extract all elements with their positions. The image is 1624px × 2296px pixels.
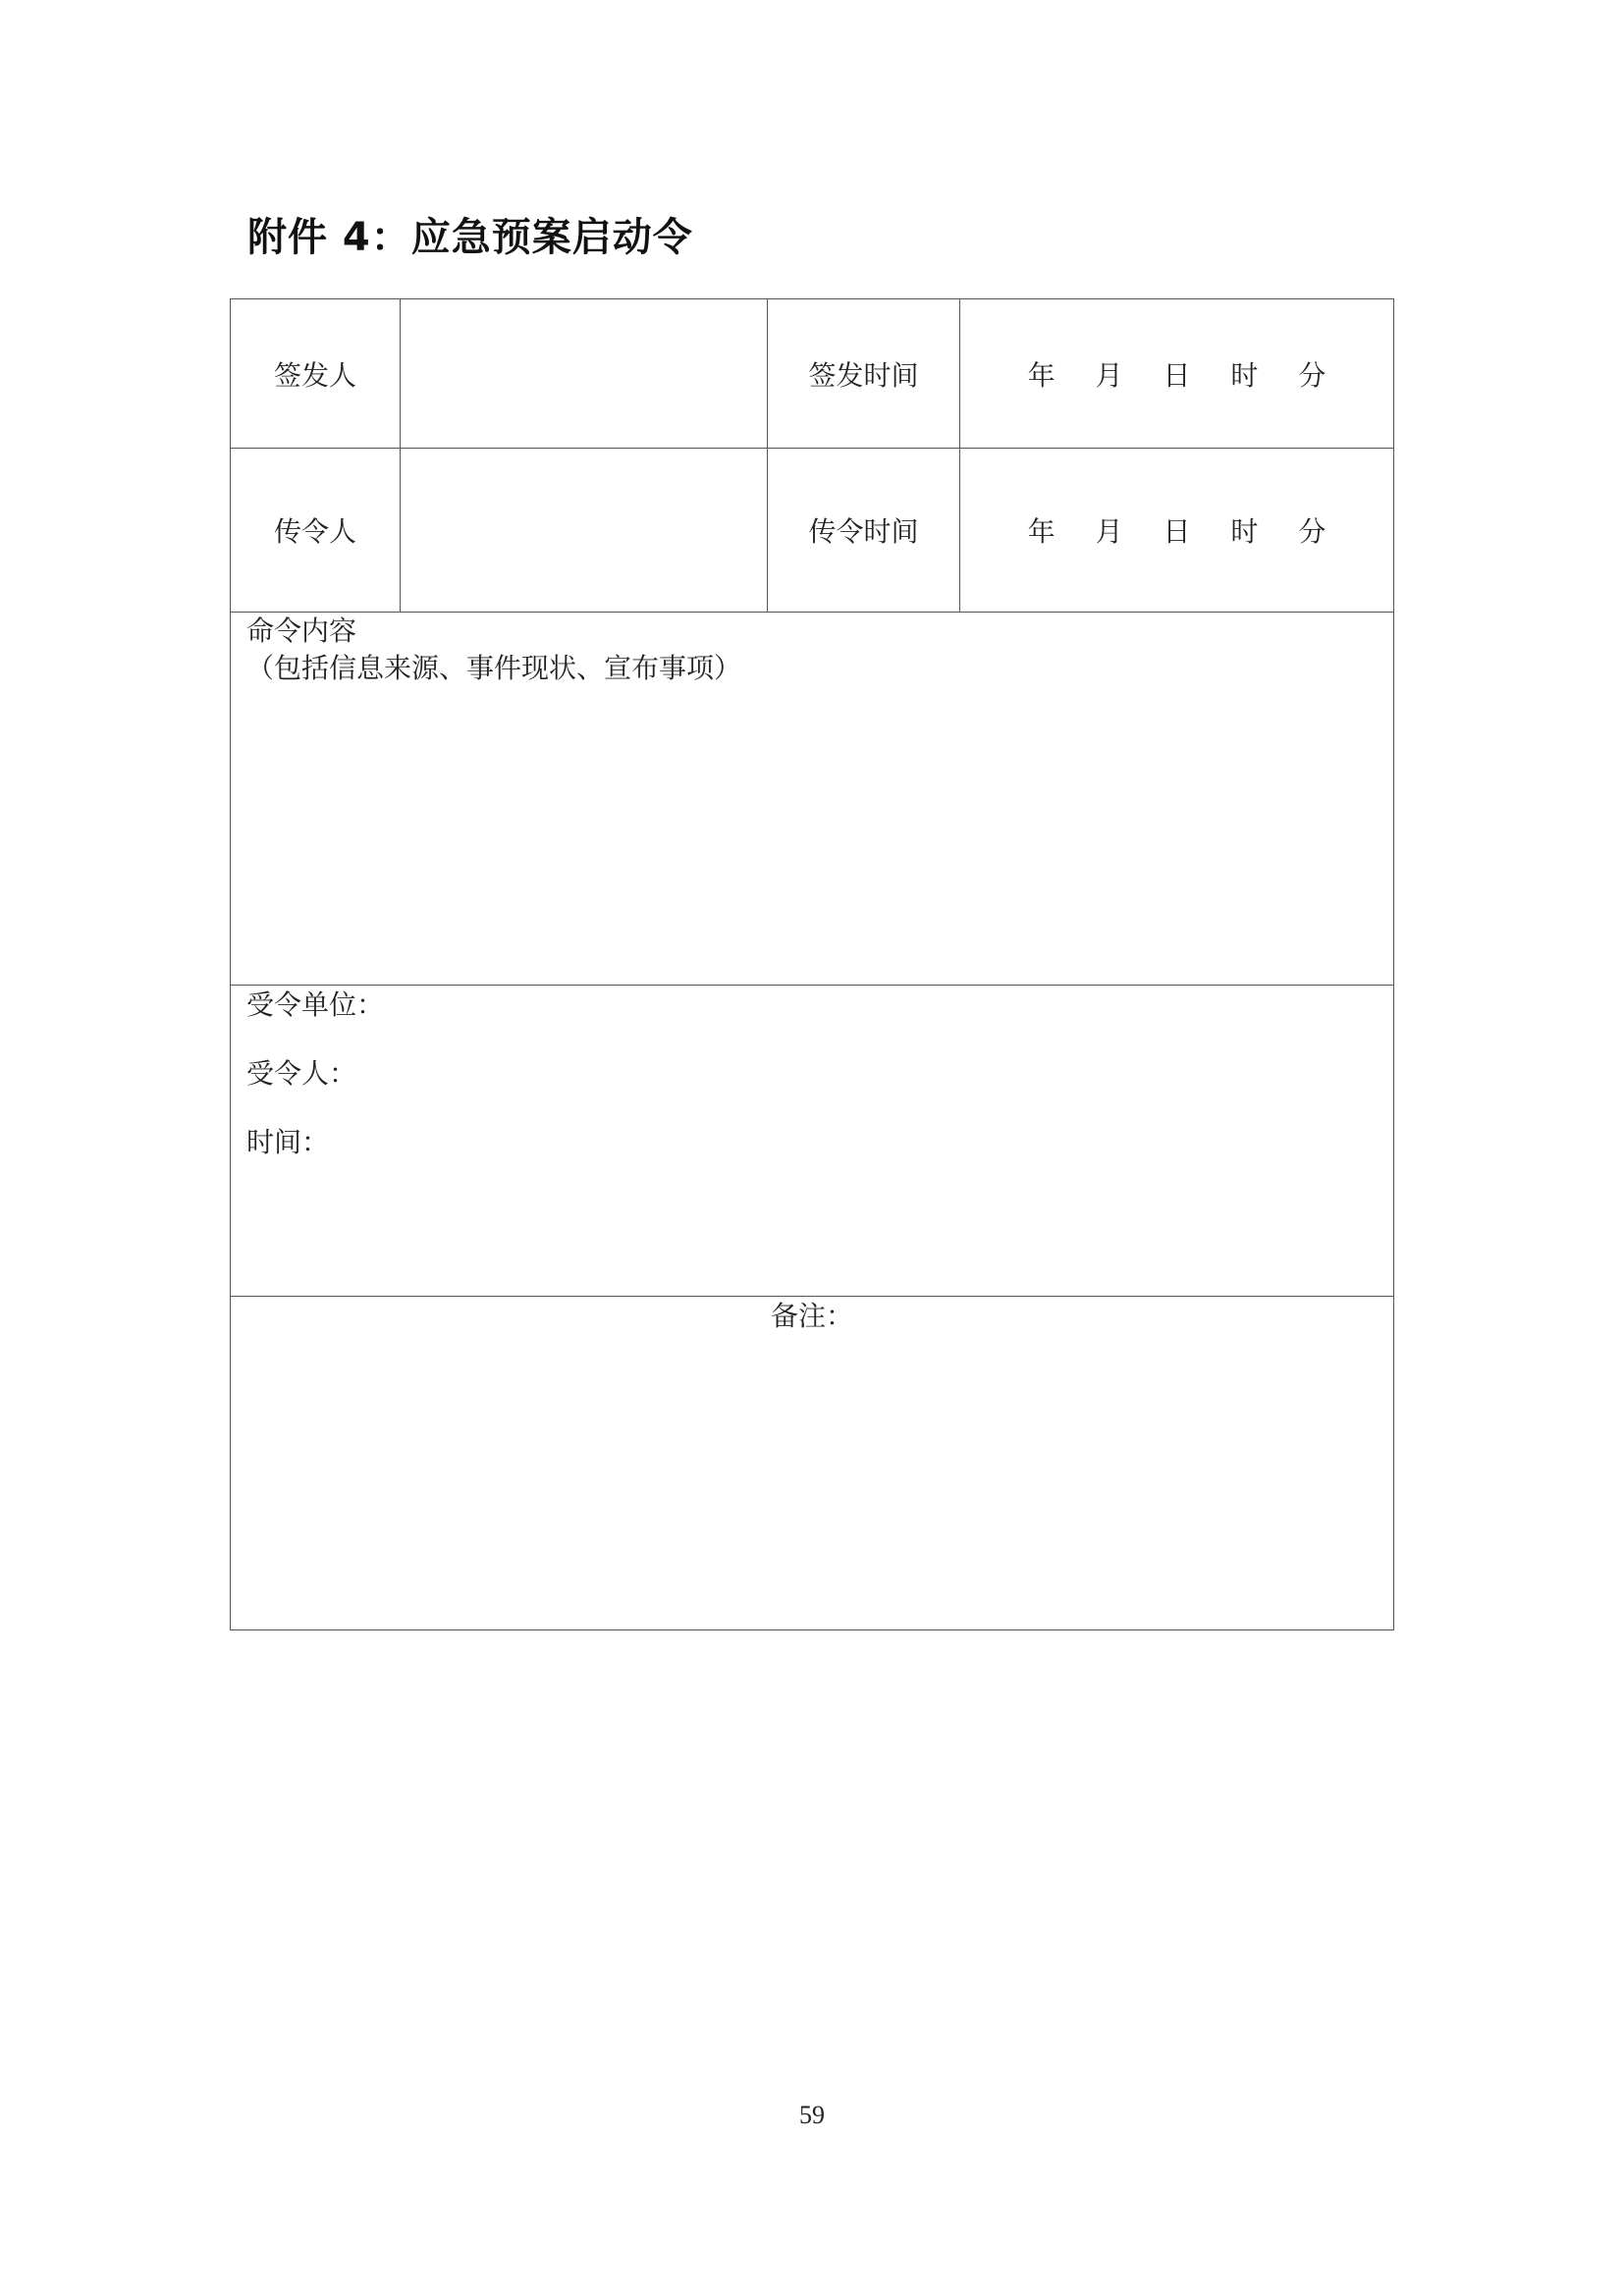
recipient-row bbox=[231, 986, 1394, 1297]
day-unit: 日 bbox=[1163, 358, 1191, 392]
command-row bbox=[231, 613, 1394, 986]
command-content-cell[interactable] bbox=[231, 613, 1394, 986]
month-unit: 月 bbox=[1095, 515, 1123, 548]
messenger-label: 传令人 bbox=[231, 449, 401, 613]
messenger-time-label: 传令时间 bbox=[768, 449, 960, 613]
hour-unit: 时 bbox=[1230, 515, 1259, 548]
recipient-person-label: 受令人： bbox=[246, 1057, 357, 1090]
recipient-unit-label: 受令单位： bbox=[246, 988, 385, 1021]
recipient-time-label: 时间： bbox=[246, 1126, 330, 1158]
messenger-value-cell[interactable] bbox=[401, 449, 768, 613]
signer-value-cell[interactable] bbox=[401, 299, 768, 449]
minute-unit: 分 bbox=[1298, 358, 1326, 392]
remarks-label: 备注： bbox=[770, 1300, 853, 1332]
messenger-datetime-cell[interactable] bbox=[960, 449, 1394, 613]
page-number: 59 bbox=[799, 2101, 825, 2129]
day-unit: 日 bbox=[1163, 515, 1191, 548]
hour-unit: 时 bbox=[1230, 358, 1259, 392]
command-hint: （包括信息来源、事件现状、宣布事项） bbox=[246, 652, 742, 684]
messenger-row bbox=[231, 449, 1394, 613]
order-form-table bbox=[230, 298, 1394, 1630]
month-unit: 月 bbox=[1095, 358, 1123, 392]
remarks-cell[interactable] bbox=[231, 1297, 1394, 1630]
signer-label: 签发人 bbox=[231, 299, 401, 449]
recipient-cell[interactable] bbox=[231, 986, 1394, 1297]
year-unit: 年 bbox=[1027, 515, 1056, 548]
signer-time-label: 签发时间 bbox=[768, 299, 960, 449]
minute-unit: 分 bbox=[1298, 515, 1326, 548]
remarks-row bbox=[231, 1297, 1394, 1630]
signer-row bbox=[231, 299, 1394, 449]
page-title: 附件 4：应急预案启动令 bbox=[247, 215, 693, 260]
command-label: 命令内容 bbox=[246, 614, 357, 647]
year-unit: 年 bbox=[1027, 358, 1056, 392]
signer-datetime-cell[interactable] bbox=[960, 299, 1394, 449]
